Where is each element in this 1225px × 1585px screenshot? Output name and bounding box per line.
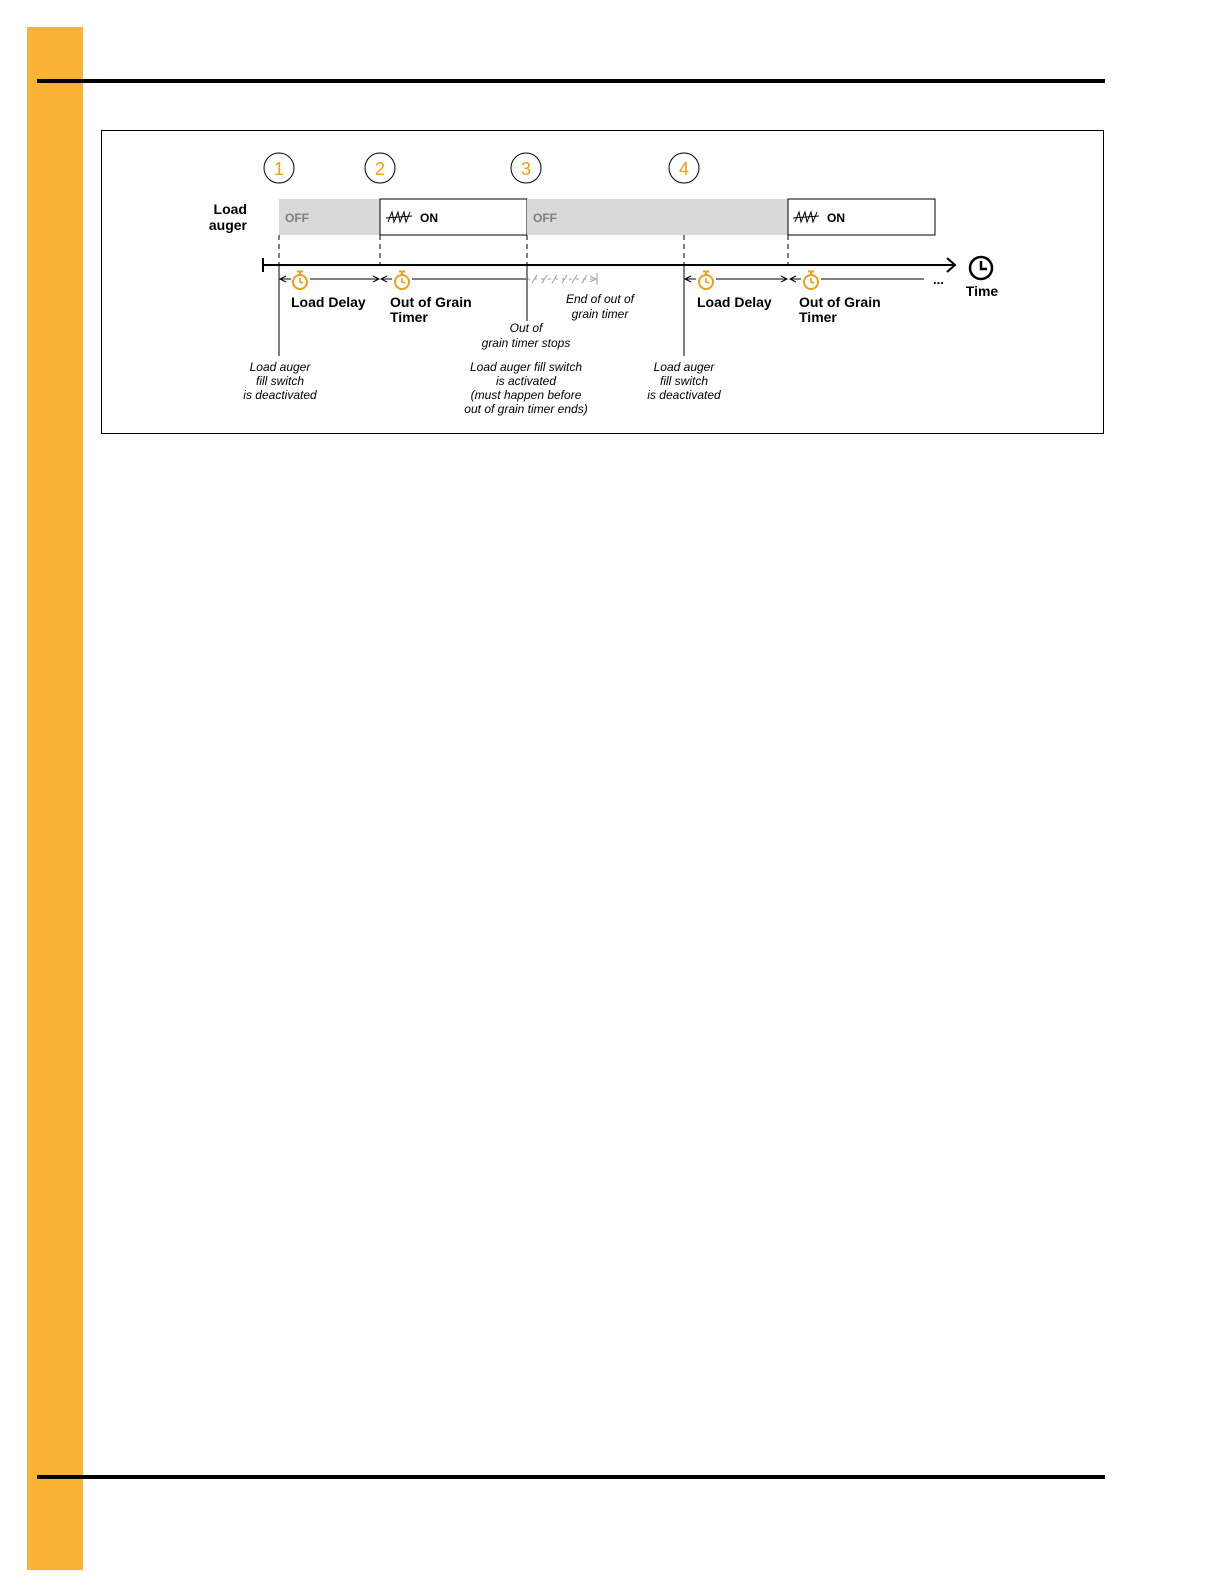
header-rule — [37, 79, 1105, 83]
stopwatch-icon — [699, 272, 713, 290]
end-of-timer-note-line2: grain timer — [571, 307, 629, 321]
end-of-timer-note-line1: End of out of — [565, 292, 635, 306]
remaining-timer-hatch — [527, 273, 597, 285]
fill-activated-line3: (must happen before — [470, 388, 582, 402]
stopwatch-icon — [395, 272, 409, 290]
fill-deactivated-1-line3: is deactivated — [243, 388, 317, 402]
stopwatch-icon — [804, 272, 818, 290]
side-accent-bar — [27, 27, 83, 1570]
fill-deactivated-2-line1: Load auger — [653, 360, 715, 374]
timer-stops-note-line2: grain timer stops — [481, 336, 571, 350]
load-delay-label-1: Load Delay — [291, 294, 366, 310]
fill-deactivated-1-line1: Load auger — [249, 360, 311, 374]
ellipsis: ... — [933, 272, 944, 287]
state-on-2-label: ON — [827, 211, 845, 225]
step-3-number: 3 — [520, 159, 532, 179]
fill-deactivated-2-line3: is deactivated — [647, 388, 721, 402]
oog-timer-label-1-line2: Timer — [390, 309, 428, 325]
time-label: Time — [965, 283, 999, 299]
timing-diagram — [102, 131, 1105, 435]
step-1-number: 1 — [273, 159, 285, 179]
step-4-number: 4 — [678, 159, 690, 179]
stopwatch-icon — [293, 272, 307, 290]
oog-timer-span-2 — [790, 276, 924, 282]
oog-timer-label-2-line2: Timer — [799, 309, 837, 325]
row-label-line1: Load — [213, 201, 247, 217]
timing-diagram-figure — [101, 130, 1104, 434]
state-on-1-label: ON — [420, 211, 438, 225]
oog-timer-label-2-line1: Out of Grain — [799, 294, 881, 310]
oog-timer-label-1-line1: Out of Grain — [390, 294, 472, 310]
state-off-1-label: OFF — [285, 211, 309, 225]
step-2-number: 2 — [374, 159, 386, 179]
fill-deactivated-2-line2: fill switch — [659, 374, 709, 388]
state-off-2-label: OFF — [533, 211, 557, 225]
state-off-2 — [527, 199, 788, 235]
row-label-line2: auger — [208, 217, 247, 233]
footer-rule — [37, 1475, 1105, 1479]
fill-deactivated-1-line2: fill switch — [255, 374, 305, 388]
fill-activated-line1: Load auger fill switch — [469, 360, 583, 374]
load-delay-label-2: Load Delay — [697, 294, 772, 310]
fill-activated-line4: out of grain timer ends) — [464, 402, 588, 416]
fill-activated-line2: is activated — [495, 374, 557, 388]
clock-icon — [970, 257, 992, 279]
timer-stops-note-line1: Out of — [509, 321, 543, 335]
